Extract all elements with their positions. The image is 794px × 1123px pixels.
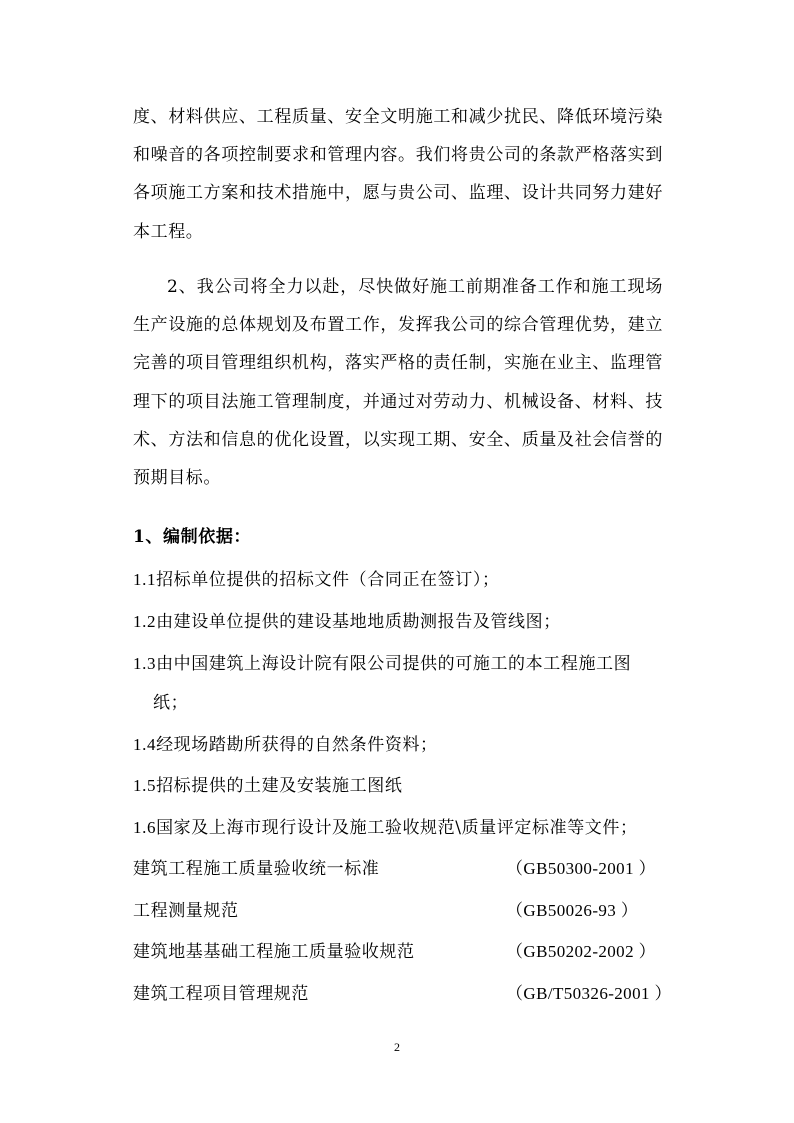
item-text: 国家及上海市现行设计及施工验收规范\质量评定标准等文件； — [156, 818, 638, 838]
item-number: 1.4 — [133, 735, 157, 754]
item-number: 1.1 — [133, 570, 157, 589]
section-heading: 1、编制依据： — [133, 527, 252, 547]
paragraph-commitment: 2、我公司将全力以赴，尽快做好施工前期准备工作和施工现场生产设施的总体规划及布置工作，发挥我公司的综合管理优势，建立完善的项目管理组织机构，落实严格的责任制，实施在业主、监理管理下的项目法施工管理制度，并通过对劳动力、机械设备、材料、技术、方法和信息的优化设置，以实现工期、安全、质量及社会信誉的预期目标。 — [133, 277, 663, 489]
standard-row — [133, 933, 673, 971]
standard-row — [133, 975, 673, 1013]
list-item — [133, 561, 673, 599]
standard-code: （GB50026-93 ） — [506, 901, 639, 920]
item-text: 由建设单位提供的建设基地地质勘测报告及管线图； — [156, 612, 561, 632]
item-text: 由中国建筑上海设计院有限公司提供的可施工的本工程施工图 — [156, 654, 632, 674]
item-text-continuation: 纸； — [153, 693, 189, 713]
paragraph-continuation: 度、材料供应、工程质量、安全文明施工和减少扰民、降低环境污染和噪音的各项控制要求和管理内容。我们将贵公司的条款严格落实到各项施工方案和技术措施中，愿与贵公司、监理、设计共同努力建好本工程。 — [133, 107, 663, 242]
standard-row — [133, 850, 673, 888]
standard-name: 工程测量规范 — [133, 901, 239, 921]
list-item-continuation — [133, 684, 673, 722]
page-number: 2 — [394, 1040, 400, 1054]
list-item — [133, 809, 673, 847]
item-text: 招标单位提供的招标文件（合同正在签订）； — [156, 570, 500, 590]
standard-name: 建筑工程施工质量验收统一标准 — [133, 859, 380, 879]
standard-row — [133, 892, 673, 930]
list-item — [133, 767, 673, 805]
item-number: 1.2 — [133, 612, 157, 631]
list-item — [133, 645, 673, 683]
standard-name: 建筑工程项目管理规范 — [133, 984, 309, 1004]
standard-name: 建筑地基基础工程施工质量验收规范 — [133, 942, 415, 962]
standard-code: （GB50202-2002 ） — [506, 942, 657, 961]
standard-code: （GB50300-2001 ） — [506, 859, 657, 878]
item-number: 1.3 — [133, 654, 157, 673]
item-number: 1.6 — [133, 818, 157, 837]
item-text: 招标提供的土建及安装施工图纸 — [156, 776, 403, 796]
standard-code: （GB/T50326-2001 ） — [506, 984, 672, 1003]
list-item — [133, 603, 673, 641]
item-number: 1.5 — [133, 776, 157, 795]
list-item — [133, 726, 673, 764]
item-text: 经现场踏勘所获得的自然条件资料； — [156, 735, 438, 755]
